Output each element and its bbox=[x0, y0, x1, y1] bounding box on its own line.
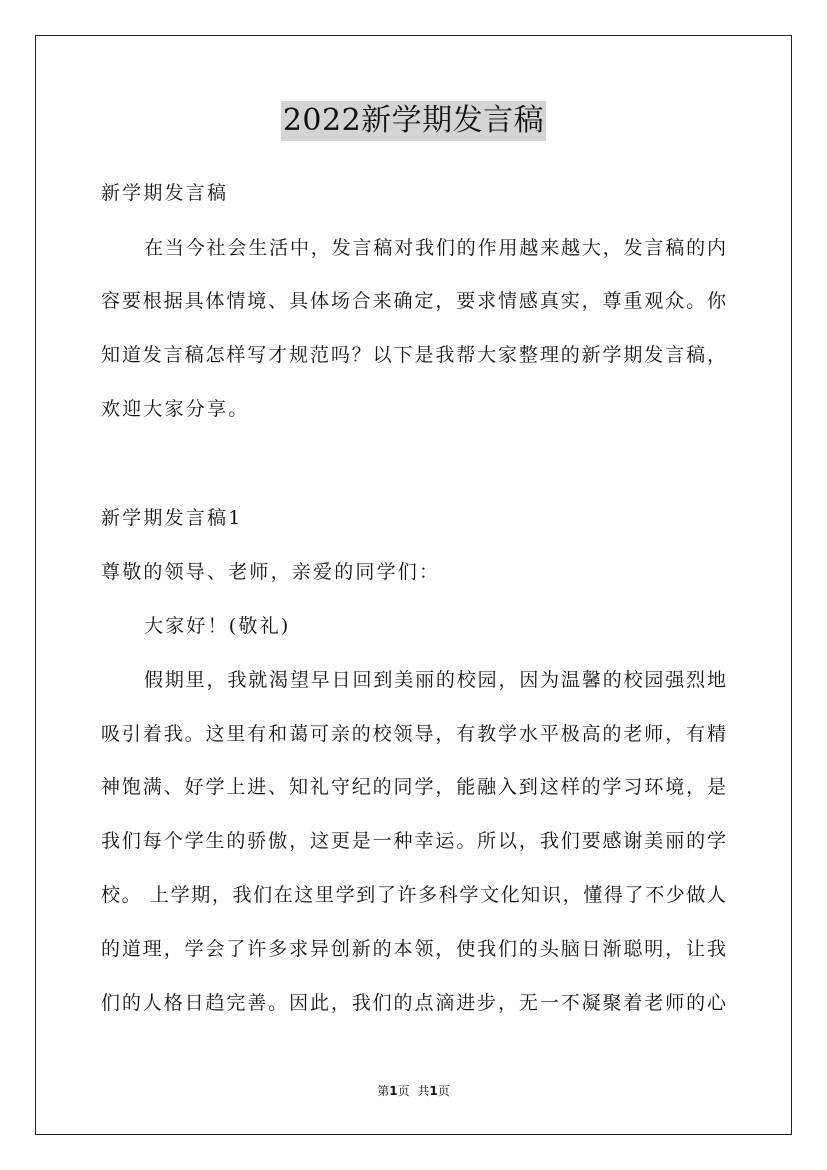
salutation: 尊敬的领导、老师，亲爱的同学们： bbox=[101, 561, 441, 583]
paragraph-line: 容要根据具体情境、具体场合来确定，要求情感真实，尊重观众。你 bbox=[101, 290, 726, 312]
paragraph-line: 校。 上学期，我们在这里学到了许多科学文化知识，懂得了不少做人 bbox=[101, 884, 726, 906]
section-heading: 新学期发言稿1 bbox=[101, 507, 243, 529]
document-title: 2022新学期发言稿 bbox=[281, 101, 546, 141]
page-prefix: 第 bbox=[377, 1084, 390, 1098]
paragraph-line: 知道发言稿怎样写才规范吗？以下是我帮大家整理的新学期发言稿， bbox=[101, 344, 726, 366]
paragraph-line: 假期里，我就渴望早日回到美丽的校园，因为温馨的校园强烈地 bbox=[144, 669, 726, 691]
paragraph-line: 神饱满、好学上进、知礼守纪的同学，能融入到这样的学习环境，是 bbox=[101, 776, 726, 798]
title-container bbox=[0, 101, 827, 141]
paragraph-line: 我们每个学生的骄傲，这更是一种幸运。所以，我们要感谢美丽的学 bbox=[101, 830, 726, 852]
total-unit: 页 bbox=[437, 1084, 450, 1098]
paragraph-line: 的道理，学会了许多求异创新的本领，使我们的头脑日渐聪明，让我 bbox=[101, 938, 726, 960]
total-prefix: 共 bbox=[417, 1084, 430, 1098]
paragraph-line: 在当今社会生活中，发言稿对我们的作用越来越大，发言稿的内 bbox=[144, 237, 726, 259]
greeting: 大家好！(敬礼) bbox=[144, 615, 291, 637]
page-total: 1 bbox=[429, 1084, 438, 1098]
paragraph-line: 吸引着我。这里有和蔼可亲的校领导，有教学水平极高的老师，有精 bbox=[101, 723, 726, 745]
page-unit: 页 bbox=[397, 1084, 410, 1098]
section-heading: 新学期发言稿 bbox=[101, 182, 229, 204]
page-current: 1 bbox=[389, 1084, 398, 1098]
page-footer bbox=[0, 1083, 827, 1099]
paragraph-line: 们的人格日趋完善。因此，我们的点滴进步，无一不凝聚着老师的心 bbox=[101, 992, 726, 1014]
paragraph-line: 欢迎大家分享。 bbox=[101, 398, 250, 420]
